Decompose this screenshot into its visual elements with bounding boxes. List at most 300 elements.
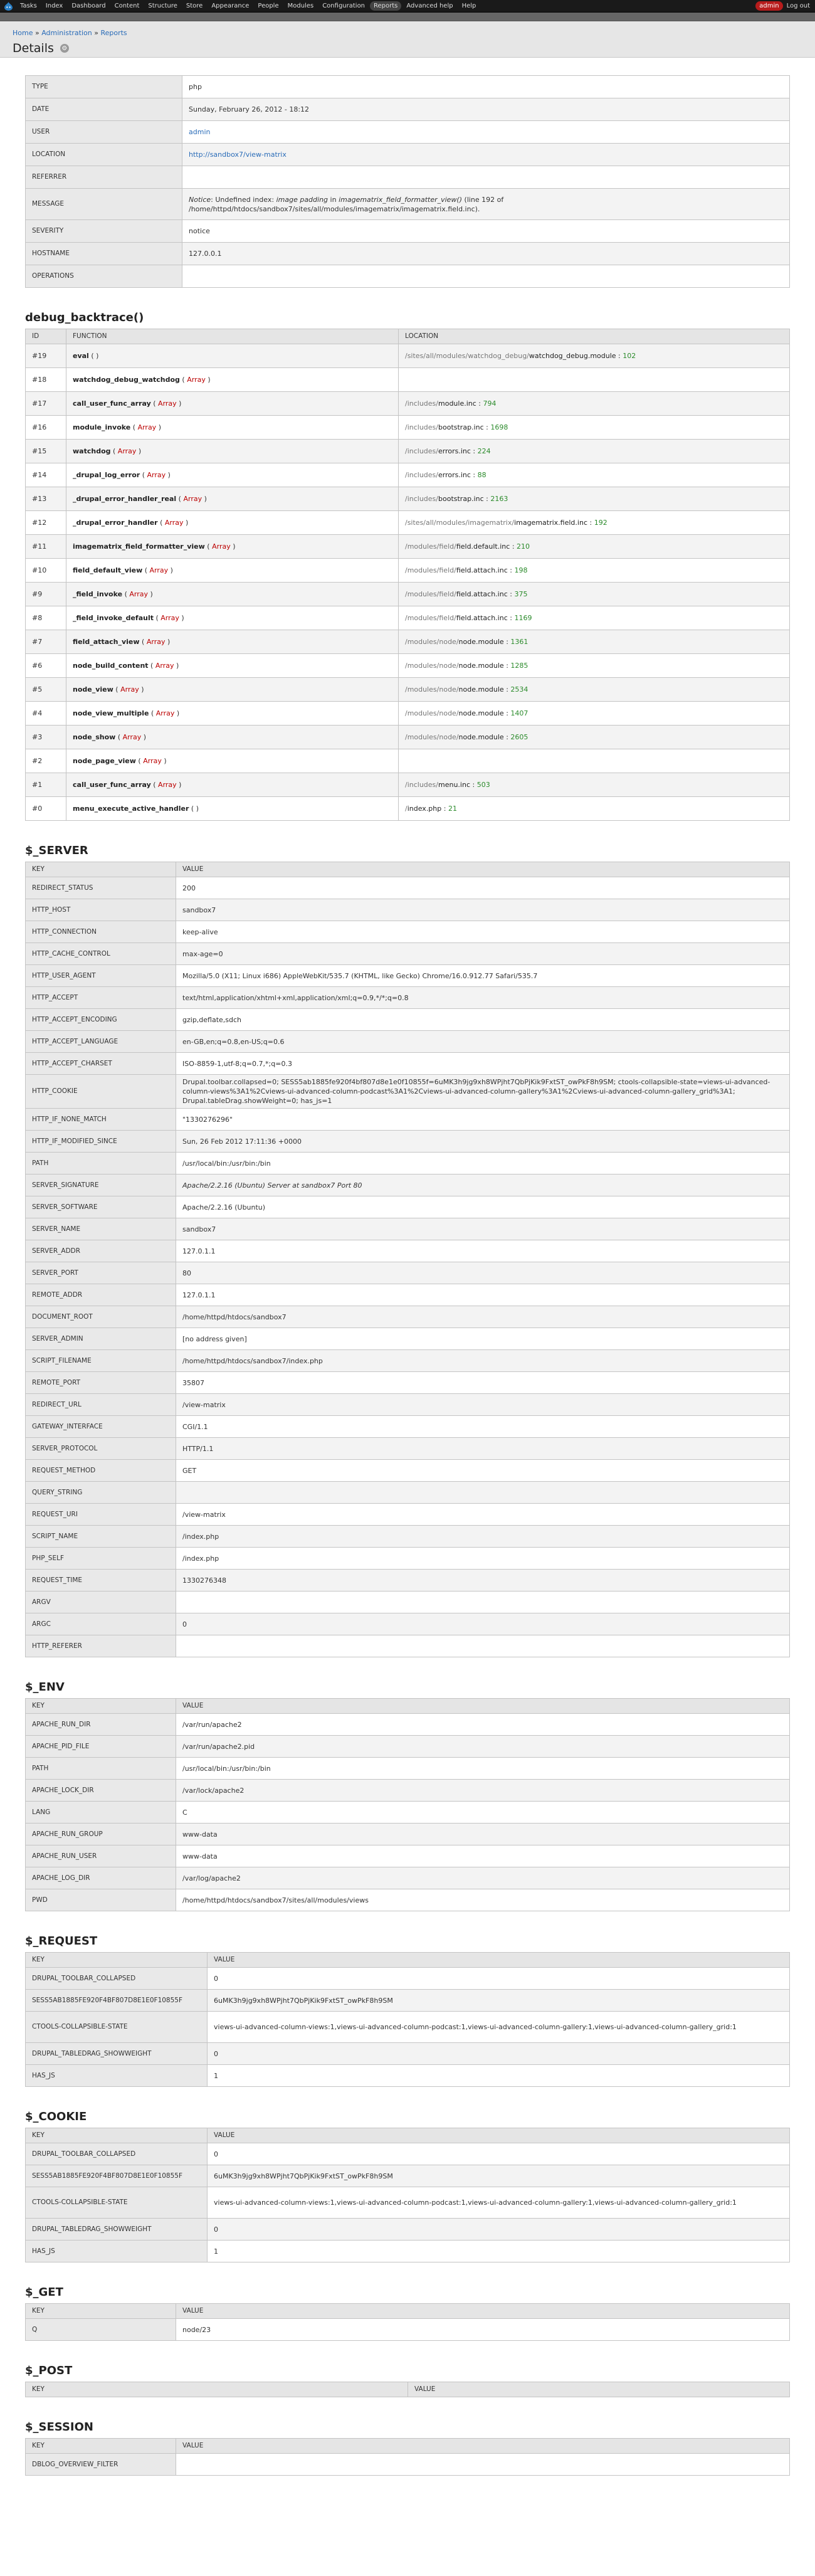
location-file: node.module bbox=[458, 638, 504, 646]
row-key: HTTP_ACCEPT_ENCODING bbox=[26, 1009, 176, 1031]
server-row bbox=[26, 965, 790, 987]
request-row bbox=[26, 2043, 790, 2065]
detail-row bbox=[26, 98, 790, 121]
request-title: $_REQUEST bbox=[25, 1935, 98, 1948]
request-table bbox=[25, 1952, 790, 2087]
row-value: 80 bbox=[176, 1262, 790, 1284]
row-key: CTOOLS-COLLAPSIBLE-STATE bbox=[26, 2012, 208, 2043]
column-header: KEY bbox=[26, 862, 176, 877]
server-row bbox=[26, 1548, 790, 1570]
gear-icon[interactable]: ⚙ bbox=[60, 44, 69, 53]
row-key: SERVER_PORT bbox=[26, 1262, 176, 1284]
location-line: 198 bbox=[514, 566, 528, 574]
row-value: keep-alive bbox=[176, 921, 790, 943]
function-args: Array bbox=[155, 709, 175, 717]
row-value: 0 bbox=[208, 2143, 790, 2165]
row-key: HTTP_IF_NONE_MATCH bbox=[26, 1109, 176, 1131]
row-value: HTTP/1.1 bbox=[176, 1438, 790, 1460]
backtrace-row bbox=[26, 440, 790, 463]
location-path: /includes/ bbox=[405, 447, 438, 455]
env-row bbox=[26, 1780, 790, 1802]
backtrace-row bbox=[26, 702, 790, 726]
detail-key: USER bbox=[26, 121, 182, 144]
row-value: 127.0.1.1 bbox=[176, 1284, 790, 1306]
row-key: REQUEST_TIME bbox=[26, 1570, 176, 1592]
function-name: _drupal_log_error bbox=[73, 471, 140, 479]
location-file: errors.inc bbox=[438, 471, 471, 479]
location-line: 192 bbox=[594, 519, 607, 527]
location-file: field.attach.inc bbox=[456, 566, 508, 574]
row-key: HAS_JS bbox=[26, 2065, 208, 2087]
backtrace-id: #8 bbox=[26, 606, 66, 630]
backtrace-id: #19 bbox=[26, 344, 66, 368]
function-args: Array bbox=[164, 519, 184, 527]
backtrace-row bbox=[26, 368, 790, 392]
toolbar-item-dashboard[interactable]: Dashboard bbox=[71, 3, 106, 9]
row-value bbox=[176, 1482, 790, 1504]
row-value: /home/httpd/htdocs/sandbox7/sites/all/modules/views bbox=[176, 1889, 790, 1911]
message-index: image padding bbox=[276, 195, 329, 204]
location-path: /includes/ bbox=[405, 471, 438, 479]
env-table bbox=[25, 1698, 790, 1911]
row-key: HTTP_REFERER bbox=[26, 1635, 176, 1657]
function-name: call_user_func_array bbox=[73, 781, 151, 789]
location-file: field.default.inc bbox=[456, 542, 510, 551]
backtrace-location: /includes/bootstrap.inc : 2163 bbox=[399, 487, 790, 511]
detail-key: OPERATIONS bbox=[26, 265, 182, 288]
row-key: LANG bbox=[26, 1802, 176, 1824]
column-header: KEY bbox=[26, 1953, 208, 1968]
backtrace-location: /includes/bootstrap.inc : 1698 bbox=[399, 416, 790, 440]
server-row bbox=[26, 1372, 790, 1394]
backtrace-function: eval ( ) bbox=[66, 344, 399, 368]
backtrace-function: menu_execute_active_handler ( ) bbox=[66, 797, 399, 821]
row-value: /view-matrix bbox=[176, 1504, 790, 1526]
backtrace-title: debug_backtrace() bbox=[25, 311, 144, 324]
location-line: 21 bbox=[448, 805, 457, 813]
server-row bbox=[26, 899, 790, 921]
backtrace-function: call_user_func_array ( Array ) bbox=[66, 773, 399, 797]
backtrace-location: /modules/field/field.attach.inc : 375 bbox=[399, 583, 790, 606]
backtrace-location: /modules/node/node.module : 1361 bbox=[399, 630, 790, 654]
backtrace-function: watchdog_debug_watchdog ( Array ) bbox=[66, 368, 399, 392]
row-value: 127.0.1.1 bbox=[176, 1240, 790, 1262]
request-row bbox=[26, 1968, 790, 1990]
row-key: REMOTE_ADDR bbox=[26, 1284, 176, 1306]
row-value: max-age=0 bbox=[176, 943, 790, 965]
detail-row bbox=[26, 265, 790, 288]
row-key: HAS_JS bbox=[26, 2241, 208, 2262]
row-key: HTTP_ACCEPT_LANGUAGE bbox=[26, 1031, 176, 1053]
detail-row bbox=[26, 121, 790, 144]
detail-key: SEVERITY bbox=[26, 220, 182, 243]
column-header: ID bbox=[26, 329, 66, 344]
page-title-text: Details bbox=[13, 41, 54, 55]
backtrace-location: /includes/menu.inc : 503 bbox=[399, 773, 790, 797]
toolbar-item-tasks[interactable]: Tasks bbox=[20, 3, 37, 9]
row-value: Drupal.toolbar.collapsed=0; SESS5ab1885fe920f4bf807d8e1e0f10855f=6uMK3h9jg9xh8WPjht7QbPjKik9FxtST_owPkF8h9SM; ctools-collapsible-state=views-ui-advanced-column-views%3A1%2Cviews-ui-advanced-column-podcast%3A1%2Cviews-ui-advanced-column-gallery%3A1%2Cviews-ui-advanced-column-gallery_grid%3A1; Drupal.tableDrag.showWeight=0; has_js=1 bbox=[176, 1075, 790, 1109]
backtrace-function: field_default_view ( Array ) bbox=[66, 559, 399, 583]
row-value: 0 bbox=[176, 1613, 790, 1635]
post-table bbox=[25, 2382, 790, 2397]
backtrace-function: _field_invoke_default ( Array ) bbox=[66, 606, 399, 630]
backtrace-function: _drupal_error_handler_real ( Array ) bbox=[66, 487, 399, 511]
location-file: index.php bbox=[407, 805, 442, 813]
row-key: PWD bbox=[26, 1889, 176, 1911]
backtrace-function: _field_invoke ( Array ) bbox=[66, 583, 399, 606]
row-key: REQUEST_METHOD bbox=[26, 1460, 176, 1482]
backtrace-id: #11 bbox=[26, 535, 66, 559]
toolbar-item-configuration[interactable]: Configuration bbox=[322, 3, 365, 9]
backtrace-row bbox=[26, 559, 790, 583]
row-key: PATH bbox=[26, 1153, 176, 1175]
server-row bbox=[26, 1153, 790, 1175]
location-path: /modules/field/ bbox=[405, 614, 456, 622]
message-level: Notice bbox=[189, 195, 211, 204]
server-row bbox=[26, 1570, 790, 1592]
backtrace-id: #10 bbox=[26, 559, 66, 583]
server-row bbox=[26, 1284, 790, 1306]
server-row bbox=[26, 1306, 790, 1328]
detail-row bbox=[26, 76, 790, 98]
row-value: /usr/local/bin:/usr/bin:/bin bbox=[176, 1153, 790, 1175]
detail-value bbox=[182, 166, 790, 189]
server-row bbox=[26, 1109, 790, 1131]
cookie-title: $_COOKIE bbox=[25, 2110, 87, 2123]
row-key: APACHE_PID_FILE bbox=[26, 1736, 176, 1758]
breadcrumb-home[interactable]: Home bbox=[13, 29, 33, 37]
location-line: 210 bbox=[517, 542, 530, 551]
column-header: KEY bbox=[26, 2128, 208, 2143]
function-args: Array bbox=[158, 781, 177, 789]
backtrace-location: /includes/module.inc : 794 bbox=[399, 392, 790, 416]
column-header: KEY bbox=[26, 1699, 176, 1714]
breadcrumb-reports[interactable]: Reports bbox=[100, 29, 127, 37]
location-path: /includes/ bbox=[405, 399, 438, 408]
server-row bbox=[26, 921, 790, 943]
row-value: views-ui-advanced-column-views:1,views-ui-advanced-column-podcast:1,views-ui-advanced-column-gallery:1,views-ui-advanced-column-gallery_grid:1 bbox=[208, 2187, 790, 2219]
server-row bbox=[26, 1526, 790, 1548]
function-args: Array bbox=[120, 685, 139, 694]
cookie-table bbox=[25, 2128, 790, 2262]
row-value: sandbox7 bbox=[176, 899, 790, 921]
server-row bbox=[26, 1613, 790, 1635]
backtrace-id: #6 bbox=[26, 654, 66, 678]
location-line: 2534 bbox=[510, 685, 528, 694]
location-path: /includes/ bbox=[405, 495, 438, 503]
backtrace-row bbox=[26, 511, 790, 535]
backtrace-row bbox=[26, 797, 790, 821]
location-path: /modules/node/ bbox=[405, 709, 459, 717]
row-key: ARGV bbox=[26, 1592, 176, 1613]
backtrace-id: #4 bbox=[26, 702, 66, 726]
function-name: _drupal_error_handler bbox=[73, 519, 158, 527]
function-args: Array bbox=[149, 566, 169, 574]
location-line: 1169 bbox=[514, 614, 532, 622]
server-row bbox=[26, 1196, 790, 1218]
toolbar-item-store[interactable]: Store bbox=[186, 3, 203, 9]
row-value: gzip,deflate,sdch bbox=[176, 1009, 790, 1031]
home-icon[interactable] bbox=[4, 2, 13, 11]
message-function: imagematrix_field_formatter_view() bbox=[339, 195, 463, 204]
detail-row bbox=[26, 243, 790, 265]
env-row bbox=[26, 1758, 790, 1780]
row-key: SCRIPT_NAME bbox=[26, 1526, 176, 1548]
shortcut-bar bbox=[0, 13, 815, 21]
backtrace-location: /index.php : 21 bbox=[399, 797, 790, 821]
get-table bbox=[25, 2303, 790, 2341]
row-key: QUERY_STRING bbox=[26, 1482, 176, 1504]
backtrace-location: /modules/node/node.module : 1285 bbox=[399, 654, 790, 678]
row-key: Q bbox=[26, 2319, 176, 2341]
location-link[interactable]: http://sandbox7/view-matrix bbox=[189, 150, 287, 159]
column-header: VALUE bbox=[208, 2128, 790, 2143]
user-link[interactable]: admin bbox=[755, 1, 782, 11]
server-row bbox=[26, 877, 790, 899]
server-row bbox=[26, 1009, 790, 1031]
function-args: Array bbox=[143, 757, 162, 765]
backtrace-row bbox=[26, 678, 790, 702]
row-key: HTTP_CACHE_CONTROL bbox=[26, 943, 176, 965]
backtrace-function: node_build_content ( Array ) bbox=[66, 654, 399, 678]
backtrace-row bbox=[26, 535, 790, 559]
row-value bbox=[176, 1635, 790, 1657]
row-key: REQUEST_URI bbox=[26, 1504, 176, 1526]
breadcrumb: Home » Administration » Reports bbox=[13, 29, 127, 37]
column-header: VALUE bbox=[208, 1953, 790, 1968]
column-header: FUNCTION bbox=[66, 329, 399, 344]
detail-key: MESSAGE bbox=[26, 189, 182, 220]
location-file: node.module bbox=[458, 685, 504, 694]
function-name: field_default_view bbox=[73, 566, 143, 574]
logout-link[interactable]: Log out bbox=[786, 3, 810, 9]
backtrace-function: watchdog ( Array ) bbox=[66, 440, 399, 463]
backtrace-location: /sites/all/modules/imagematrix/imagematrix.field.inc : 192 bbox=[399, 511, 790, 535]
location-line: 2163 bbox=[490, 495, 508, 503]
row-value bbox=[176, 2454, 790, 2476]
location-path: /includes/ bbox=[405, 781, 438, 789]
location-path: /sites/all/modules/imagematrix/ bbox=[405, 519, 515, 527]
detail-key: HOSTNAME bbox=[26, 243, 182, 265]
server-row bbox=[26, 1218, 790, 1240]
location-file: bootstrap.inc bbox=[438, 423, 484, 431]
detail-key: LOCATION bbox=[26, 144, 182, 166]
function-name: imagematrix_field_formatter_view bbox=[73, 542, 205, 551]
location-path: / bbox=[405, 805, 408, 813]
row-value: GET bbox=[176, 1460, 790, 1482]
request-row bbox=[26, 2065, 790, 2087]
location-line: 224 bbox=[477, 447, 491, 455]
backtrace-row bbox=[26, 630, 790, 654]
cookie-row bbox=[26, 2187, 790, 2219]
backtrace-row bbox=[26, 773, 790, 797]
backtrace-row bbox=[26, 654, 790, 678]
toolbar-item-help[interactable]: Help bbox=[461, 3, 476, 9]
toolbar-item-appearance[interactable]: Appearance bbox=[211, 3, 250, 9]
backtrace-id: #3 bbox=[26, 726, 66, 749]
location-line: 1285 bbox=[510, 662, 528, 670]
toolbar-item-modules[interactable]: Modules bbox=[287, 3, 314, 9]
location-path: /modules/node/ bbox=[405, 662, 459, 670]
get-row bbox=[26, 2319, 790, 2341]
row-key: SERVER_SIGNATURE bbox=[26, 1175, 176, 1196]
server-row bbox=[26, 1460, 790, 1482]
cookie-row bbox=[26, 2241, 790, 2262]
backtrace-id: #17 bbox=[26, 392, 66, 416]
backtrace-row bbox=[26, 463, 790, 487]
details-table bbox=[25, 75, 790, 288]
detail-key: TYPE bbox=[26, 76, 182, 98]
backtrace-id: #2 bbox=[26, 749, 66, 773]
location-file: menu.inc bbox=[438, 781, 470, 789]
row-value: Apache/2.2.16 (Ubuntu) Server at sandbox7 Port 80 bbox=[176, 1175, 790, 1196]
row-key: HTTP_COOKIE bbox=[26, 1075, 176, 1109]
location-file: imagematrix.field.inc bbox=[514, 519, 587, 527]
toolbar-menu bbox=[16, 1, 481, 11]
backtrace-row bbox=[26, 392, 790, 416]
location-line: 1361 bbox=[510, 638, 528, 646]
detail-row bbox=[26, 189, 790, 220]
location-line: 102 bbox=[623, 352, 636, 360]
server-row bbox=[26, 943, 790, 965]
toolbar-item-reports[interactable]: Reports bbox=[370, 1, 401, 11]
backtrace-id: #7 bbox=[26, 630, 66, 654]
column-header: VALUE bbox=[408, 2382, 790, 2397]
row-key: PHP_SELF bbox=[26, 1548, 176, 1570]
backtrace-id: #13 bbox=[26, 487, 66, 511]
server-row bbox=[26, 1504, 790, 1526]
row-value: 200 bbox=[176, 877, 790, 899]
function-name: menu_execute_active_handler bbox=[73, 805, 189, 813]
detail-value: Notice: Undefined index: image padding in imagematrix_field_formatter_view() (line 192 of /home/httpd/htdocs/sandbox7/sites/all/modules/imagematrix/imagematrix.field.inc). bbox=[182, 189, 790, 220]
detail-value: Sunday, February 26, 2012 - 18:12 bbox=[182, 98, 790, 121]
row-key: DRUPAL_TABLEDRAG_SHOWWEIGHT bbox=[26, 2219, 208, 2241]
backtrace-function: node_view ( Array ) bbox=[66, 678, 399, 702]
row-key: SERVER_ADDR bbox=[26, 1240, 176, 1262]
row-key: APACHE_RUN_GROUP bbox=[26, 1824, 176, 1845]
row-key: DRUPAL_TOOLBAR_COLLAPSED bbox=[26, 1968, 208, 1990]
request-row bbox=[26, 1990, 790, 2012]
server-row bbox=[26, 1262, 790, 1284]
row-key: APACHE_RUN_DIR bbox=[26, 1714, 176, 1736]
row-key: REMOTE_PORT bbox=[26, 1372, 176, 1394]
backtrace-location bbox=[399, 368, 790, 392]
location-path: /modules/field/ bbox=[405, 566, 456, 574]
backtrace-function: node_page_view ( Array ) bbox=[66, 749, 399, 773]
row-value: /view-matrix bbox=[176, 1394, 790, 1416]
location-line: 1698 bbox=[490, 423, 508, 431]
location-line: 88 bbox=[477, 471, 486, 479]
backtrace-id: #9 bbox=[26, 583, 66, 606]
request-row bbox=[26, 2012, 790, 2043]
backtrace-location: /includes/errors.inc : 224 bbox=[399, 440, 790, 463]
user-link[interactable]: admin bbox=[189, 128, 211, 136]
row-value: /var/run/apache2.pid bbox=[176, 1736, 790, 1758]
location-line: 1407 bbox=[510, 709, 528, 717]
post-title: $_POST bbox=[25, 2364, 73, 2377]
function-name: _drupal_error_handler_real bbox=[73, 495, 177, 503]
location-file: bootstrap.inc bbox=[438, 495, 484, 503]
backtrace-id: #14 bbox=[26, 463, 66, 487]
backtrace-function: _drupal_error_handler ( Array ) bbox=[66, 511, 399, 535]
detail-value bbox=[182, 144, 790, 166]
row-value: 1330276348 bbox=[176, 1570, 790, 1592]
function-name: _field_invoke_default bbox=[73, 614, 154, 622]
backtrace-row bbox=[26, 726, 790, 749]
location-path: /modules/field/ bbox=[405, 590, 456, 598]
row-value: 35807 bbox=[176, 1372, 790, 1394]
row-value: Mozilla/5.0 (X11; Linux i686) AppleWebKit/535.7 (KHTML, like Gecko) Chrome/16.0.912.77 Safari/535.7 bbox=[176, 965, 790, 987]
backtrace-function: field_attach_view ( Array ) bbox=[66, 630, 399, 654]
breadcrumb-administration[interactable]: Administration bbox=[41, 29, 92, 37]
detail-key: REFERRER bbox=[26, 166, 182, 189]
function-name: node_build_content bbox=[73, 662, 149, 670]
row-key: CTOOLS-COLLAPSIBLE-STATE bbox=[26, 2187, 208, 2219]
row-value: /usr/local/bin:/usr/bin:/bin bbox=[176, 1758, 790, 1780]
row-value: [no address given] bbox=[176, 1328, 790, 1350]
toolbar-item-structure[interactable]: Structure bbox=[148, 3, 177, 9]
column-header: VALUE bbox=[176, 2304, 790, 2319]
row-key: DOCUMENT_ROOT bbox=[26, 1306, 176, 1328]
detail-value: 127.0.0.1 bbox=[182, 243, 790, 265]
row-key: HTTP_ACCEPT bbox=[26, 987, 176, 1009]
column-header: VALUE bbox=[176, 862, 790, 877]
location-line: 2605 bbox=[510, 733, 528, 741]
function-args: Array bbox=[137, 423, 157, 431]
detail-row bbox=[26, 144, 790, 166]
row-key: SESS5AB1885FE920F4BF807D8E1E0F10855F bbox=[26, 2165, 208, 2187]
row-key: SERVER_SOFTWARE bbox=[26, 1196, 176, 1218]
server-row bbox=[26, 1075, 790, 1109]
row-value: 0 bbox=[208, 2219, 790, 2241]
backtrace-id: #0 bbox=[26, 797, 66, 821]
row-value: /home/httpd/htdocs/sandbox7 bbox=[176, 1306, 790, 1328]
backtrace-row bbox=[26, 749, 790, 773]
row-key: APACHE_RUN_USER bbox=[26, 1845, 176, 1867]
function-name: _field_invoke bbox=[73, 590, 123, 598]
toolbar-item-people[interactable]: People bbox=[258, 3, 279, 9]
backtrace-id: #1 bbox=[26, 773, 66, 797]
location-file: watchdog_debug.module bbox=[528, 352, 616, 360]
function-name: field_attach_view bbox=[73, 638, 140, 646]
row-key: HTTP_CONNECTION bbox=[26, 921, 176, 943]
detail-value bbox=[182, 121, 790, 144]
main-content bbox=[25, 75, 790, 2476]
row-value: /var/log/apache2 bbox=[176, 1867, 790, 1889]
toolbar-item-advanced-help[interactable]: Advanced help bbox=[406, 3, 453, 9]
location-file: node.module bbox=[458, 709, 504, 717]
row-key: APACHE_LOCK_DIR bbox=[26, 1780, 176, 1802]
env-row bbox=[26, 1802, 790, 1824]
location-path: /modules/node/ bbox=[405, 685, 459, 694]
session-row bbox=[26, 2454, 790, 2476]
server-row bbox=[26, 987, 790, 1009]
row-value: text/html,application/xhtml+xml,application/xml;q=0.9,*/*;q=0.8 bbox=[176, 987, 790, 1009]
toolbar-item-index[interactable]: Index bbox=[45, 3, 63, 9]
function-name: node_view_multiple bbox=[73, 709, 149, 717]
row-value: ISO-8859-1,utf-8;q=0.7,*;q=0.3 bbox=[176, 1053, 790, 1075]
function-args: Array bbox=[146, 638, 166, 646]
row-value: /var/run/apache2 bbox=[176, 1714, 790, 1736]
row-value: 1 bbox=[208, 2241, 790, 2262]
detail-value bbox=[182, 265, 790, 288]
function-name: module_invoke bbox=[73, 423, 131, 431]
server-row bbox=[26, 1635, 790, 1657]
toolbar-item-content[interactable]: Content bbox=[114, 3, 140, 9]
env-row bbox=[26, 1824, 790, 1845]
function-name: node_view bbox=[73, 685, 113, 694]
row-key: SERVER_PROTOCOL bbox=[26, 1438, 176, 1460]
